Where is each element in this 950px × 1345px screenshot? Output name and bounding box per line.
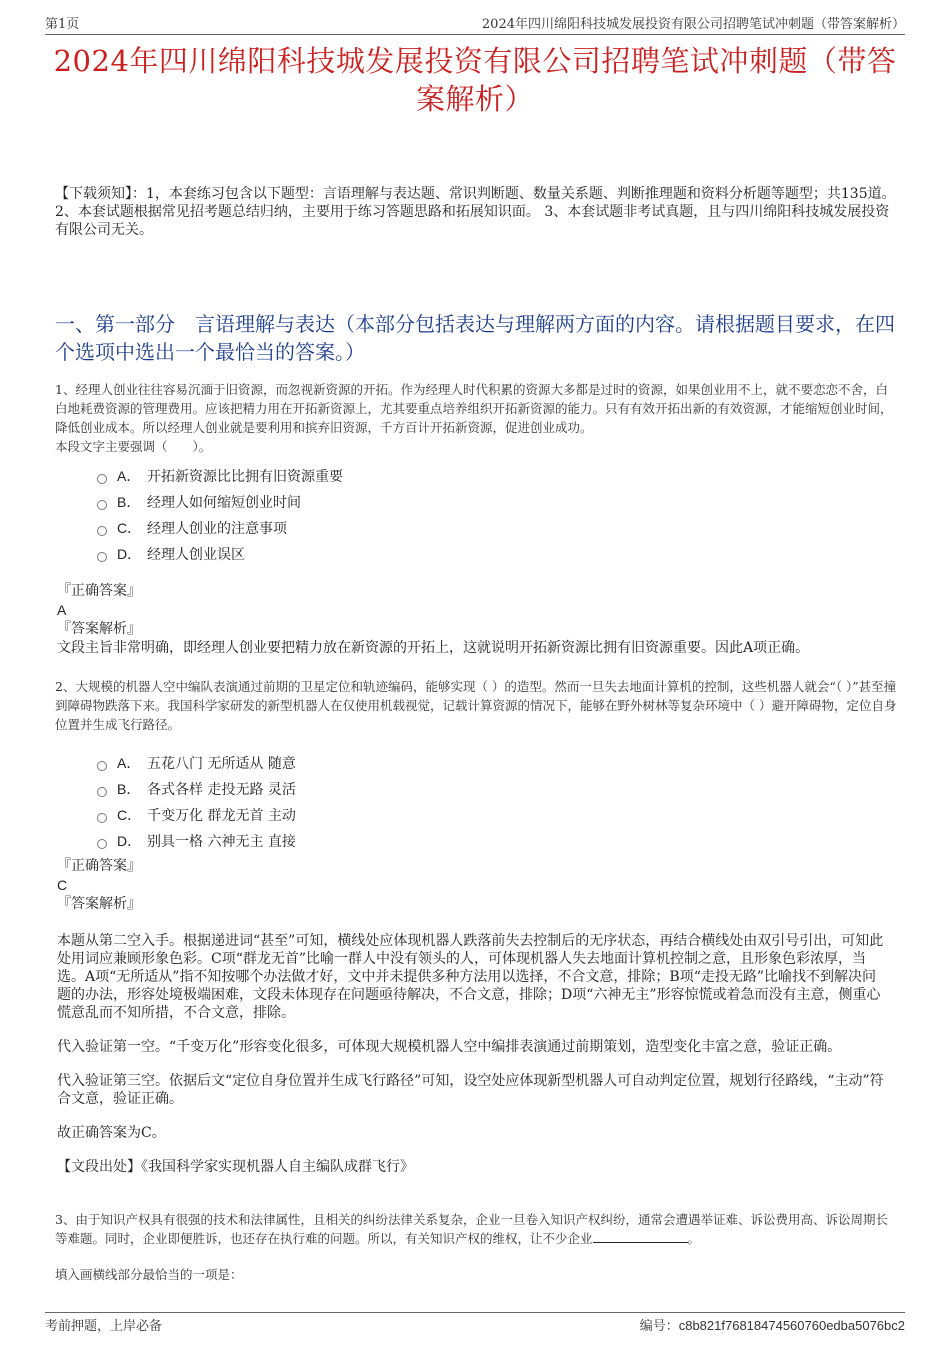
option-letter: D． — [117, 546, 142, 562]
option-text: 五花八门 无所适从 随意 — [147, 756, 296, 772]
option-a[interactable] — [97, 750, 296, 776]
option-d[interactable] — [97, 828, 296, 854]
page-header — [45, 10, 905, 35]
radio-icon[interactable] — [97, 474, 107, 484]
analysis-paragraph: 故正确答案为C。 — [57, 1125, 166, 1141]
radio-icon[interactable] — [97, 787, 107, 797]
option-d[interactable] — [97, 541, 343, 567]
analysis-label: 『答案解析』 — [57, 621, 141, 637]
option-letter: A． — [117, 468, 141, 484]
option-text: 别具一格 六神无主 直接 — [147, 834, 296, 850]
question-1 — [55, 380, 900, 456]
question-2-answer — [57, 857, 900, 914]
page-footer — [45, 1312, 905, 1334]
option-c[interactable] — [97, 802, 296, 828]
option-letter: D． — [117, 833, 142, 849]
source-citation: 【文段出处】《我国科学家实现机器人自主编队成群飞行》 — [57, 1159, 414, 1175]
option-text: 经理人如何缩短创业时间 — [147, 495, 301, 511]
page-title: 2024年四川绵阳科技城发展投资有限公司招聘笔试冲刺题（带答案解析） — [53, 44, 897, 116]
option-a[interactable] — [97, 463, 343, 489]
option-text: 千变万化 群龙无首 主动 — [147, 808, 296, 824]
download-notice: 【下载须知】：1，本套练习包含以下题型：言语理解与表达题、常识判断题、数量关系题、判断推理题和资料分析题等题型；共135道。 2、本套试题根据常见招考题总结归纳，主要用于练习答题思路和拓展知识面。 3、本套试题非考试真题，且与四川绵阳科技城发展投资有限公司无关。 — [55, 186, 896, 238]
question-2-analysis — [57, 932, 885, 1192]
question-3 — [55, 1210, 900, 1284]
radio-icon[interactable] — [97, 813, 107, 823]
question-1-text: 1、经理人创业往往容易沉湎于旧资源，而忽视新资源的开拓。作为经理人时代积累的资源大多都是过时的资源，如果创业用不上，就不要恋恋不舍，白白地耗费资源的管理费用。应该把精力用在开拓新资源上，尤其要重点培养组织开拓新资源的能力。只有有效开拓出新的有效资源，才能缩短创业时间，降低创业成本。所以经理人创业就是要利用和摈弃旧资源，千方百计开拓新资源，促进创业成功。 — [55, 382, 893, 435]
option-b[interactable] — [97, 489, 343, 515]
section-title: 一、第一部分 言语理解与表达（本部分包括表达与理解两方面的内容。请根据题目要求，在四个选项中选出一个最恰当的答案。） — [55, 312, 895, 364]
answer-value: C — [57, 877, 68, 893]
header-doc-title: 2024年四川绵阳科技城发展投资有限公司招聘笔试冲刺题（带答案解析） — [481, 17, 905, 32]
option-letter: C． — [117, 807, 142, 823]
document-code — [640, 1315, 905, 1334]
option-text: 开拓新资源比比拥有旧资源重要 — [147, 469, 343, 485]
option-text: 经理人创业的注意事项 — [147, 521, 287, 537]
radio-icon[interactable] — [97, 526, 107, 536]
radio-icon[interactable] — [97, 761, 107, 771]
question-3-text-after: 。 — [687, 1231, 701, 1246]
option-letter: A． — [117, 755, 141, 771]
answer-label: 『正确答案』 — [57, 858, 141, 874]
footer-slogan: 考前押题，上岸必备 — [45, 1319, 163, 1334]
radio-icon[interactable] — [97, 552, 107, 562]
analysis-paragraph: 代入验证第一空。“千变万化”形容变化很多，可体现大规模机器人空中编排表演通过前期策划，造型变化丰富之意，验证正确。 — [57, 1039, 842, 1055]
analysis-paragraph: 代入验证第三空。依据后文“定位自身位置并生成飞行路径”可知，设空处应体现新型机器人可自动判定位置，规划行径路线，“主动”符合文意，验证正确。 — [57, 1073, 884, 1107]
option-b[interactable] — [97, 776, 296, 802]
analysis-label: 『答案解析』 — [57, 896, 141, 912]
radio-icon[interactable] — [97, 839, 107, 849]
question-3-text-before: 3、由于知识产权具有很强的技术和法律属性，且相关的纠纷法律关系复杂，企业一旦卷入知识产权纠纷，通常会遭遇举证难、诉讼费用高、诉讼周期长等难题。同时，企业即便胜诉，也还存在执行难的问题。所以，有关知识产权的维权，让不少企业 — [55, 1212, 888, 1246]
option-text: 经理人创业误区 — [147, 547, 245, 563]
question-3-prompt: 填入画横线部分最恰当的一项是： — [55, 1267, 243, 1282]
option-letter: B． — [117, 781, 141, 797]
option-text: 各式各样 走投无路 灵活 — [147, 782, 296, 798]
option-c[interactable] — [97, 515, 343, 541]
answer-label: 『正确答案』 — [57, 583, 141, 599]
question-2-options — [97, 750, 296, 854]
option-letter: B． — [117, 494, 141, 510]
question-1-answer — [57, 582, 900, 658]
code-value: c8b821f76818474560760edba5076bc2 — [678, 1318, 905, 1333]
answer-value: A — [57, 602, 67, 618]
analysis-text: 文段主旨非常明确，即经理人创业要把精力放在新资源的开拓上，这就说明开拓新资源比拥有旧资源重要。因此A项正确。 — [57, 640, 810, 656]
question-2 — [55, 677, 900, 734]
page-number: 第1页 — [45, 17, 80, 32]
radio-icon[interactable] — [97, 500, 107, 510]
question-1-prompt: 本段文字主要强调（ ）。 — [55, 439, 212, 454]
option-letter: C． — [117, 520, 142, 536]
question-1-options — [97, 463, 343, 567]
question-3-text — [55, 1210, 900, 1248]
fill-blank — [593, 1230, 688, 1243]
analysis-paragraph: 本题从第二空入手。根据递进词“甚至”可知，横线处应体现机器人跌落前失去控制后的无序状态，再结合横线处由双引号引出，可知此处用词应兼顾形象色彩。C项“群龙无首”比喻一群人中没有领头的人，可体现机器人失去地面计算机控制之意，且形象色彩浓厚，当选。A项“无所适从”指不知按哪个办法做才好，文中并未提供多种方法用以选择，不合文意，排除；B项“走投无路”比喻找不到解决问题的办法，形容处境极端困难，文段未体现存在问题亟待解决，不合文意，排除；D项“六神无主”形容惊慌或着急而没有主意，侧重心慌意乱而不知所措，不合文意，排除。 — [57, 933, 884, 1021]
code-label: 编号： — [639, 1319, 679, 1334]
question-2-text: 2、大规模的机器人空中编队表演通过前期的卫星定位和轨迹编码，能够实现（ ）的造型。然而一旦失去地面计算机的控制，这些机器人就会“（ ）”甚至撞到障碍物跌落下来。我国科学家研发的新型机器人在仅使用机载视觉，记载计算资源的情况下，能够在野外树林等复杂环境中（ ）避开障碍物，定位自身位置并生成飞行路径。 — [55, 679, 897, 732]
